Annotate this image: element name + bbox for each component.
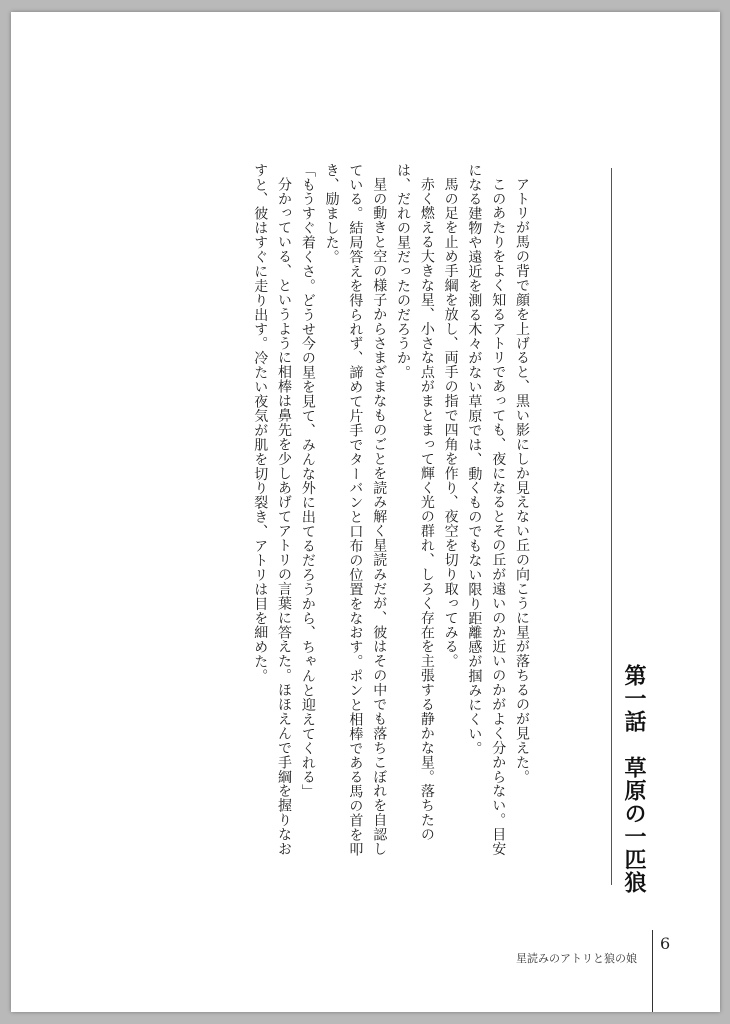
paragraph: アトリが馬の背で顔を上げると、黒い影にしか見えない丘の向こうに星が落ちるのが見えた。 [514, 177, 530, 784]
paragraph: 星の動きと空の様子からさまざまなものごとを読み解く星読みだが、彼はその中でも落ちこぼれを自認している。結局答えを得られず、諦めて片手でターバンと口布の位置をなおす。ポンと相棒である馬の首を叩き、励ました。 [323, 163, 388, 857]
paragraph: 馬の足を止め手綱を放し、両手の指で四角を作り、夜空を切り取ってみる。 [442, 177, 459, 669]
chapter-title: 第一話 草原の一匹狼 [621, 664, 647, 894]
page-number: 6 [660, 934, 671, 953]
paragraph: 分かっている、というように相棒は鼻先を少しあげてアトリの言葉に答えた。ほほえんで手綱を握りなおすと、彼はすぐに走り出す。冷たい夜気が肌を切り裂き、アトリは目を細めた。 [252, 163, 293, 857]
running-head: 星読みのアトリと狼の娘 [516, 952, 637, 965]
paragraph: このあたりをよく知るアトリであっても、夜になるとその丘が遠いのか近いのかがよく分からない。目安になる建物や遠近を測る木々がない草原では、動くものでもない限り距離感が掴みにくい。 [466, 163, 507, 857]
book-page [11, 12, 720, 1012]
paragraph-dialogue: 「もうすぐ着くさ。どうせ今の星を見て、みんな外に出てるだろうから、ちゃんと迎えてくれる」 [299, 163, 316, 799]
chapter-title-rule [611, 168, 612, 885]
paragraph: 赤く燃える大きな星、小さな点がまとまって輝く光の群れ、しろく存在を主張する静かな星。落ちたのは、だれの星だったのだろうか。 [395, 163, 435, 842]
body-text [176, 163, 533, 863]
footer-rule [652, 930, 653, 1012]
